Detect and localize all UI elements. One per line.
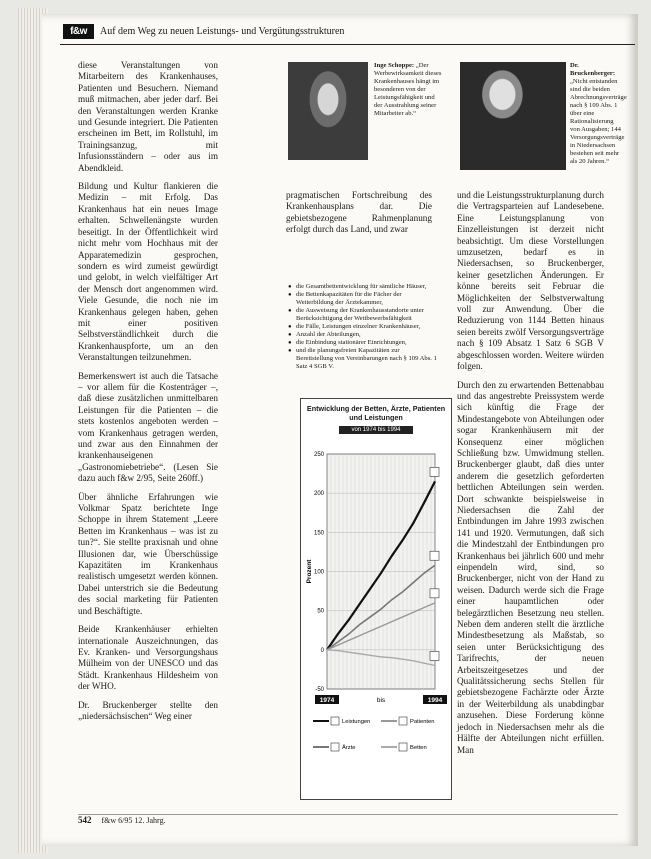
chart-title: Entwicklung der Betten, Ärzte, Patienten und Leistungen [306, 404, 446, 422]
series-icon [430, 589, 439, 598]
bullet-item: ● Anzahl der Abteilungen, [288, 331, 438, 339]
column-2 [286, 190, 432, 243]
running-title: Auf dem Weg zu neuen Leistungs- und Vergütungsstrukturen [100, 26, 345, 37]
bullet-item: ● und die planungsfreien Kapazitäten zur Bereitstellung von Vereinbarungen nach § 109 Abs. 1 Satz 4 SGB V. [288, 347, 438, 371]
line-chart [300, 398, 452, 800]
paragraph: Dr. Bruckenberger stellte den „niedersächsischen“ Weg einer [78, 699, 218, 721]
chart-plot [301, 399, 451, 799]
column-1 [78, 60, 218, 729]
caption-name: Dr. Bruckenberger: [570, 62, 616, 77]
legend-icon [331, 717, 339, 725]
footer-text: f&w 6/95 12. Jahrg. [101, 816, 166, 825]
y-tick-label: 0 [320, 647, 324, 654]
column-3 [457, 190, 604, 763]
y-tick-label: 150 [313, 530, 324, 537]
y-tick-label: 250 [313, 452, 324, 458]
bullet-list [288, 283, 438, 371]
x-tick-label: 1994 [427, 697, 443, 704]
paragraph: und die Leistungsstrukturplanung durch die Vertragsparteien auf Landesebene. Eine Leistungsplanung von Einzelleistungen ist derzeit nicht beabsichtigt. Um diese Vorstellungen umzusetzen, bedarf es in Niedersachsen, so Bruckenberger, keiner gesetzlichen Änderungen. Er könne bereits seit Februar die Möglichkeiten der Selbstverwaltung voll zur Anwendung. Über die Reduzierung von 1144 Betten hinaus seien bereits zwölf Versorgungsverträge nach § 109 Absatz 1 Satz 6 SGB V abgeschlossen worden. Weitere würden folgen. [457, 190, 604, 372]
legend-label: Patienten [410, 719, 435, 725]
legend-label: Ärzte [342, 745, 356, 751]
page-footer [78, 814, 618, 825]
y-tick-label: -50 [315, 687, 324, 693]
series-icon [430, 467, 439, 476]
legend-label: Leistungen [342, 719, 371, 725]
caption-text: „Der Werbewirksamkeit dieses Krankenhauses hängt im besonderen von der Leistungsfähigkeit und der Ausstrahlung seiner Mitarbeiter ab.“ [374, 62, 442, 117]
journal-logo: f&w [63, 24, 94, 39]
y-axis-label: Prozent [306, 559, 313, 584]
portrait-photo-bruckenberger [460, 62, 566, 170]
caption-name: Inge Schoppe: [374, 62, 415, 69]
paragraph: Durch den zu erwartenden Bettenabbau und das angestrebte Preissystem werde sich künftig die Frage der Mindestangebote von Abteilungen oder sogar Krankenhäusern mit der Konsequenz einer möglichen Schließung bzw. Umwidmung stellen. Bruckenberger glaubt, daß dies unter anderem die gesetzlich geforderten bettlichen Abteilungen sein werden. Dort schwankte beispielsweise in Niedersachsen die Zahl der Entbindungen im Jahre 1993 zwischen 141 und 1920. Vermutungen, daß sich die Mindestzahl der Entbindungen pro Krankenhaus bei jährlich 600 und mehr einpendeln wird, sind, so Bruckenberger, nicht von der Hand zu weisen. Dadurch werde sich die Frage einer haupamtlichen oder belegärztlichen Besetzung neu stellen. Neben dem anderen stellt die ärztliche Mindestbesetzung als Maßstab, so seien unter Berücksichtigung des Tarifrechts, der neuen Arbeitszeitgesetzes und der Qualitätssicherung sechs Stellen für gebietsbezogene Fachärzte oder Ärzte in der Weiterbildung als unabdingbar anzusehen. Diese Forderung könne jedoch in Niedersachsen mehr als die Hälfte der Abteilungen nicht erfüllen. Man [457, 379, 604, 755]
series-icon [430, 551, 439, 560]
paragraph: Bemerkenswert ist auch die Tatsache – vor allem für die Kostenträger –, daß diese zusätzlichen unmittelbaren Leistungen für die Patienten – die stets kostenlos angeboten werden – vom Krankenhaus getragen werden, und zwar aus den Einnahmen der krankenhauseigenen „Gastronomiebetriebe“. (Lesen Sie dazu auch f&w 2/95, Seite 260ff.) [78, 370, 218, 484]
paragraph: Über ähnliche Erfahrungen wie Volkmar Spatz berichtete Inge Schoppe in ihrem Statement „Leere Betten im Krankenhaus – was ist zu tun?“. Sie stellte praxisnah und ohne Illusionen dar, wie Überschüssige Kapazitäten im Krankenhaus realistisch umgesetzt werden können. Dabei unterstrich sie die Bedeutung des social marketing für Patienten und Beschäftigte. [78, 491, 218, 616]
paragraph: diese Veranstaltungen von Mitarbeitern des Krankenhauses, Patienten und Besuchern. Niemand muß mitmachen, aber jeder darf. Bei den Veranstaltungen werden Kranke und Gesunde integriert. Die Patienten erscheinen im Bett, im Rollstuhl, im Trainingsanzug, mit Infusionsständern – oder aus im Abendkleid. [78, 60, 218, 173]
page-number: 542 [78, 815, 92, 825]
paragraph: pragmatischen Fortschreibung des Krankenhausplans dar. Die gebietsbezogene Rahmenplanung erfolgt durch das Land, und zwar [286, 190, 432, 235]
legend-icon [399, 743, 407, 751]
portrait-photo-schoppe [288, 62, 368, 160]
legend-icon [331, 743, 339, 751]
bullet-item: ● die Fälle, Leistungen einzelner Krankenhäuser, [288, 323, 438, 331]
photo-caption-left [374, 62, 444, 118]
legend-icon [399, 717, 407, 725]
paragraph: Beide Krankenhäuser erhielten internationale Auszeichnungen, das Ev. Kranken- und Versorgungshaus Mülheim von der UNESCO und das Städt. Krankenhaus Hildesheim von der WHO. [78, 624, 218, 692]
y-tick-label: 50 [317, 608, 324, 615]
photo-caption-right [570, 62, 627, 166]
paragraph: Bildung und Kultur flankieren die Medizin – mit Erfolg. Das Krankenhaus hat ein neues Image erhalten. Schwellenängste wurden beseitigt. In der Öffentlichkeit wird nicht mehr vom Hochhaus mit der Apparatemedizin gesprochen, sondern es wird zumeist gewürdigt und gelobt, in welch vielfältiger Art der Mensch dort angenommen wird. Viele Gesunde, die noch nie im Krankenhaus gelegen haben, gehen mit einer positiven Selbstverständlichkeit durch die Krankenhauspforte, um an den Veranstaltungen teilzunehmen. [78, 181, 218, 363]
bullet-item: ● die Gesamtbettentwicklung für sämtliche Häuser, [288, 283, 438, 291]
y-tick-label: 200 [313, 491, 324, 498]
x-tick-label: 1974 [319, 697, 335, 704]
chart-subtitle: von 1974 bis 1994 [339, 426, 413, 434]
page-header [60, 22, 635, 45]
y-tick-label: 100 [313, 569, 324, 576]
x-axis-label: bis [376, 697, 386, 704]
legend-label: Betten [410, 745, 427, 751]
bullet-item: ● die Einbindung stationärer Einrichtungen, [288, 339, 438, 347]
caption-text: „Nicht entstanden sind die beiden Abrechnungsverträge nach § 109 Abs. 1 über eine Rationalisierung von Ausgaben; 144 Versorgungsverträge in Niedersachsen bestehen seit mehr als 20 Jahren.“ [570, 78, 627, 165]
bullet-item: ● die Bettenkapazitäten für die Fächer der Weiterbildung der Ärztekammer, [288, 291, 438, 307]
bullet-item: ● die Ausweisung der Krankenhausstandorte unter Berücksichtigung der Wettbewerbsfähigkeit [288, 307, 438, 323]
series-icon [430, 652, 439, 661]
